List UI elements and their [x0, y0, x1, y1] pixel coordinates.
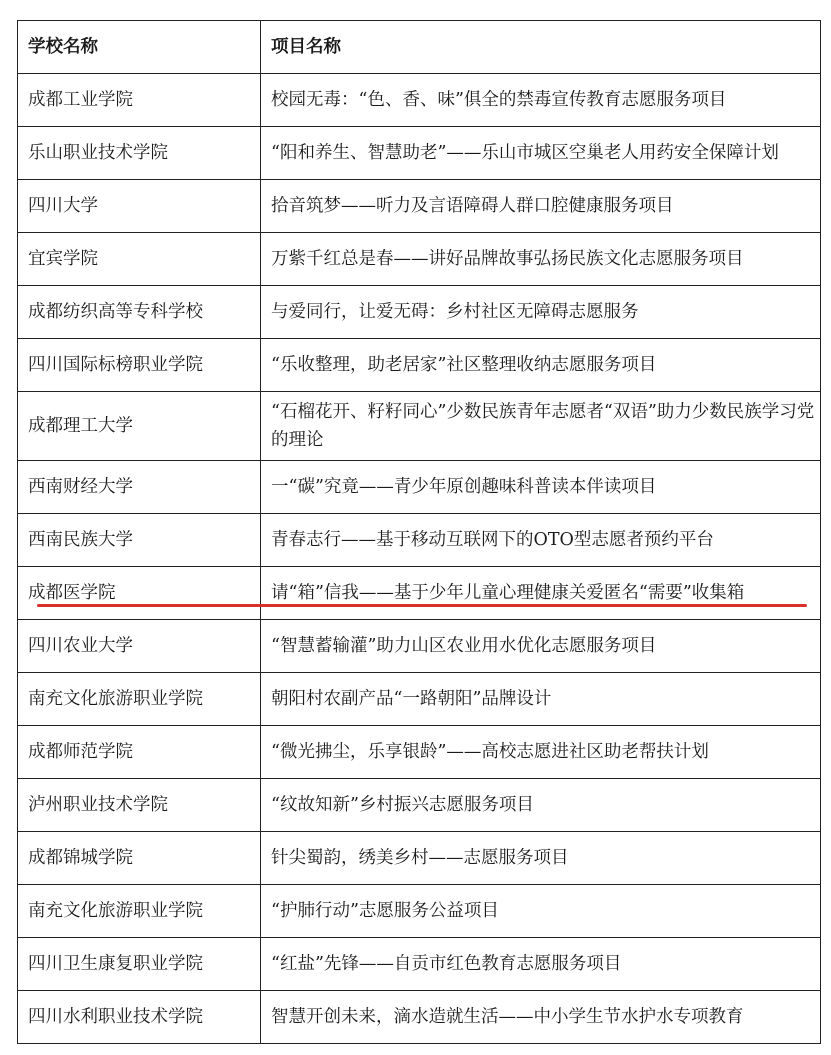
project-cell: 与爱同行，让爱无碍：乡村社区无障碍志愿服务 [261, 286, 821, 339]
school-cell: 四川农业大学 [18, 620, 261, 673]
project-cell: “纹故知新”乡村振兴志愿服务项目 [261, 779, 821, 832]
project-cell: 请“箱”信我——基于少年儿童心理健康关爱匿名“需要”收集箱 [261, 567, 821, 620]
school-cell: 四川卫生康复职业学院 [18, 938, 261, 991]
project-cell: 智慧开创未来，滴水造就生活——中小学生节水护水专项教育 [261, 991, 821, 1044]
table-row [18, 514, 821, 567]
table-row [18, 991, 821, 1044]
project-cell: 朝阳村农副产品“一路朝阳”品牌设计 [261, 673, 821, 726]
table-row-highlighted [18, 567, 821, 620]
table-row [18, 286, 821, 339]
school-cell: 四川水利职业技术学院 [18, 991, 261, 1044]
project-cell: “护肺行动”志愿服务公益项目 [261, 885, 821, 938]
school-cell: 西南财经大学 [18, 461, 261, 514]
table-row [18, 74, 821, 127]
project-cell: “石榴花开、籽籽同心”少数民族青年志愿者“双语”助力少数民族学习党的理论 [261, 392, 821, 461]
table-row [18, 620, 821, 673]
project-table [17, 20, 821, 1044]
school-cell: 乐山职业技术学院 [18, 127, 261, 180]
table-row [18, 885, 821, 938]
project-cell: 青春志行——基于移动互联网下的OTO型志愿者预约平台 [261, 514, 821, 567]
table-row [18, 127, 821, 180]
school-cell: 成都医学院 [18, 567, 261, 620]
school-cell: 南充文化旅游职业学院 [18, 673, 261, 726]
table-row [18, 726, 821, 779]
table-row [18, 938, 821, 991]
school-cell: 泸州职业技术学院 [18, 779, 261, 832]
table-row [18, 392, 821, 461]
school-cell: 成都工业学院 [18, 74, 261, 127]
project-cell: “阳和养生、智慧助老”——乐山市城区空巢老人用药安全保障计划 [261, 127, 821, 180]
header-school-name: 学校名称 [18, 21, 261, 74]
table-row [18, 832, 821, 885]
project-cell: “微光拂尘，乐享银龄”——高校志愿进社区助老帮扶计划 [261, 726, 821, 779]
project-cell: “智慧蓄输灌”助力山区农业用水优化志愿服务项目 [261, 620, 821, 673]
project-cell: 一“碳”究竟——青少年原创趣味科普读本伴读项目 [261, 461, 821, 514]
project-cell: “红盐”先锋——自贡市红色教育志愿服务项目 [261, 938, 821, 991]
project-cell: “乐收整理，助老居家”社区整理收纳志愿服务项目 [261, 339, 821, 392]
project-cell: 拾音筑梦——听力及言语障碍人群口腔健康服务项目 [261, 180, 821, 233]
school-cell: 成都纺织高等专科学校 [18, 286, 261, 339]
project-cell: 针尖蜀韵，绣美乡村——志愿服务项目 [261, 832, 821, 885]
project-cell: 万紫千红总是春——讲好品牌故事弘扬民族文化志愿服务项目 [261, 233, 821, 286]
school-cell: 四川大学 [18, 180, 261, 233]
table-row [18, 673, 821, 726]
table-row [18, 339, 821, 392]
table-row [18, 233, 821, 286]
school-cell: 成都理工大学 [18, 392, 261, 461]
school-cell: 成都师范学院 [18, 726, 261, 779]
red-underline-highlight [37, 604, 807, 607]
header-project-name: 项目名称 [261, 21, 821, 74]
table-header-row [18, 21, 821, 74]
table-row [18, 461, 821, 514]
table-row [18, 180, 821, 233]
project-cell: 校园无毒：“色、香、味”俱全的禁毒宣传教育志愿服务项目 [261, 74, 821, 127]
school-cell: 宜宾学院 [18, 233, 261, 286]
school-cell: 成都锦城学院 [18, 832, 261, 885]
table-row [18, 779, 821, 832]
school-cell: 南充文化旅游职业学院 [18, 885, 261, 938]
school-cell: 四川国际标榜职业学院 [18, 339, 261, 392]
school-cell: 西南民族大学 [18, 514, 261, 567]
